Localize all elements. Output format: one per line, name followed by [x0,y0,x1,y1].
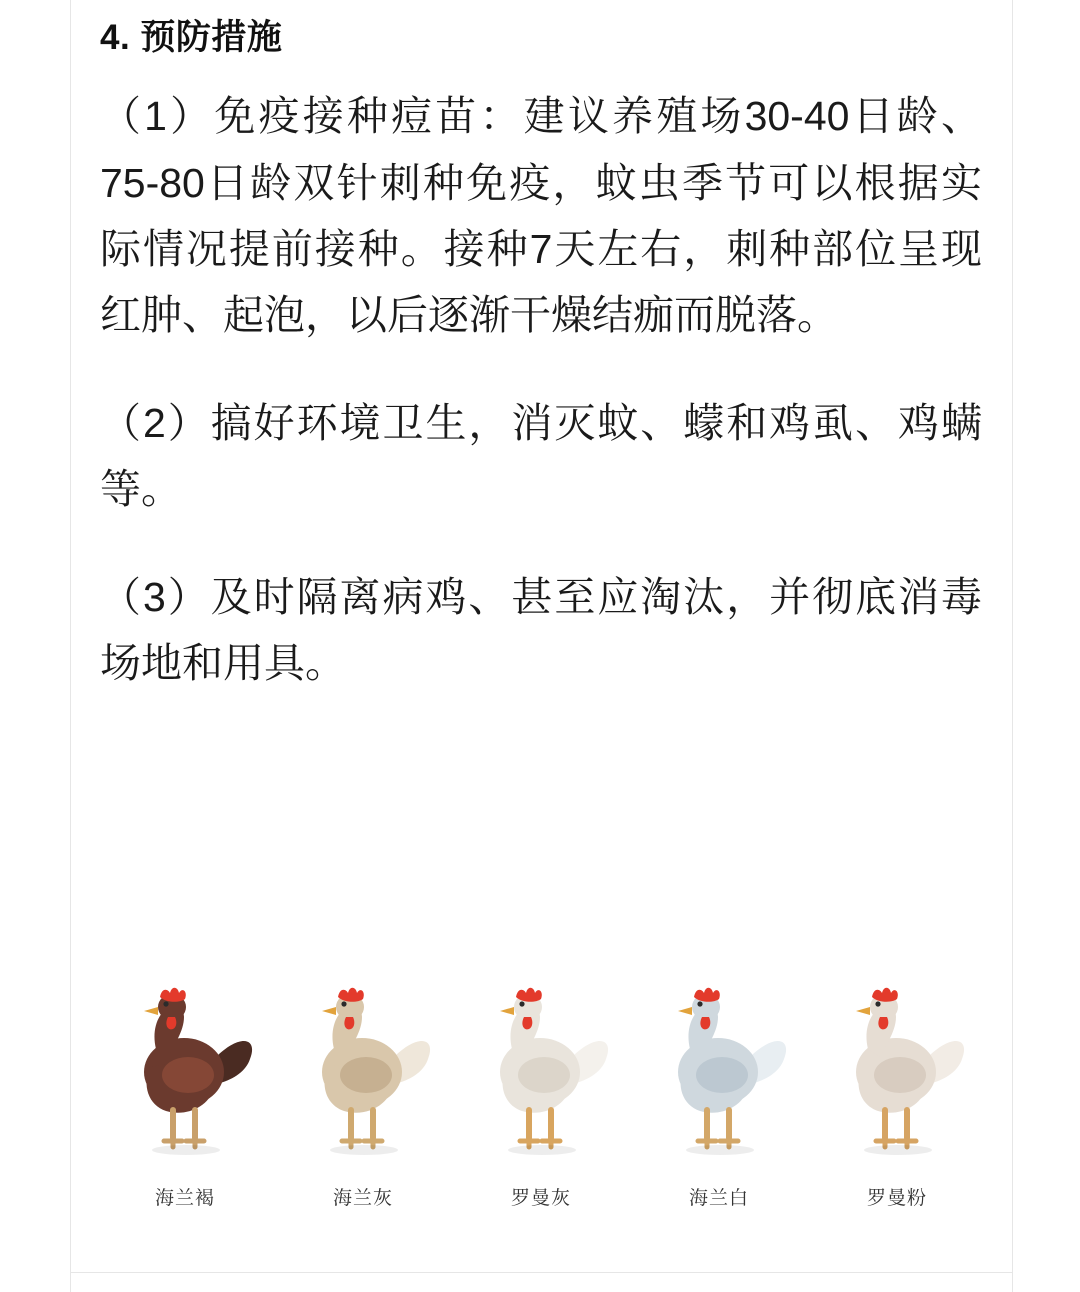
paragraph-3: （3）及时隔离病鸡、甚至应淘汰，并彻底消毒场地和用具。 [100,573,982,687]
chicken-breed-item [100,947,270,1210]
chicken-breed-item [634,947,804,1210]
paragraph-2: （2）搞好环境卫生，消灭蚊、蠓和鸡虱、鸡螨等。 [100,399,982,513]
chicken-breed-item [456,947,626,1210]
section-heading: 4. 预防措施 [100,18,283,57]
page-rule-left [70,0,71,1292]
chicken-breed-caption: 海兰灰 [332,1188,393,1209]
article-body [100,0,982,738]
chicken-icon [278,947,448,1177]
chicken-icon [812,947,982,1177]
chicken-breed-item [278,947,448,1210]
paragraph-1: （1）免疫接种痘苗：建议养殖场30-40日龄、75-80日龄双针刺种免疫，蚊虫季节可以根据实际情况提前接种。接种7天左右，刺种部位呈现红肿、起泡，以后逐渐干燥结痂而脱落。 [100,93,982,339]
page-rule-right [1012,0,1013,1292]
chicken-breed-caption: 海兰褐 [154,1188,215,1209]
chicken-breed-caption: 罗曼粉 [866,1188,927,1209]
chicken-icon [634,947,804,1177]
page-rule-bottom [70,1272,1012,1273]
chicken-icon [456,947,626,1177]
chicken-breed-item [812,947,982,1210]
chicken-breed-figure [100,920,982,1210]
chicken-breed-caption: 罗曼灰 [510,1188,571,1209]
chicken-breed-caption: 海兰白 [688,1188,749,1209]
chicken-icon [100,947,270,1177]
